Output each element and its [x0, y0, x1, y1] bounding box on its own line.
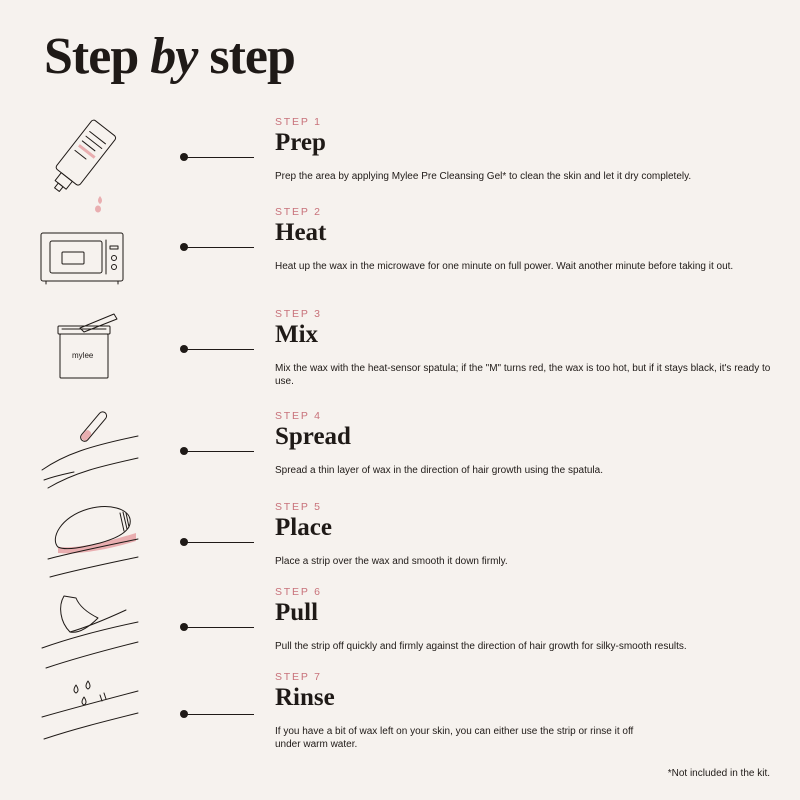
step-5-title: Place — [275, 514, 332, 541]
step-1-label: STEP 1 — [275, 116, 322, 128]
step-2-label: STEP 2 — [275, 206, 322, 218]
step-3-title: Mix — [275, 321, 319, 348]
pot-brand-text: mylee — [72, 351, 94, 360]
step-5-description: Place a strip over the wax and smooth it down firmly. — [275, 556, 508, 567]
pull-strip-icon — [40, 592, 140, 662]
step-1-connector — [180, 152, 254, 162]
step-1-title: Prep — [275, 129, 326, 156]
step-7-label: STEP 7 — [275, 671, 322, 683]
step-4-description: Spread a thin layer of wax in the direction of hair growth using the spatula. — [275, 465, 603, 476]
step-4-title: Spread — [275, 423, 351, 450]
step-7-title: Rinse — [275, 684, 335, 711]
microwave-icon — [40, 232, 140, 302]
step-5-label: STEP 5 — [275, 501, 322, 513]
wax-pot-spatula-icon — [40, 312, 140, 382]
step-6-label: STEP 6 — [275, 586, 322, 598]
step-3-connector — [180, 344, 254, 354]
step-6-description: Pull the strip off quickly and firmly against the direction of hair growth for silky-smooth results. — [275, 641, 687, 652]
rinse-water-icon — [40, 677, 140, 747]
step-2-description: Heat up the wax in the microwave for one minute on full power. Wait another minute before taking it out. — [275, 261, 734, 272]
step-4-connector — [180, 446, 254, 456]
step-3-label: STEP 3 — [275, 308, 322, 320]
place-strip-icon — [40, 503, 140, 573]
step-6-connector — [180, 622, 254, 632]
step-2-connector — [180, 242, 254, 252]
step-2-title: Heat — [275, 219, 327, 246]
spread-wax-icon — [40, 414, 140, 484]
step-7-description: If you have a bit of wax left on your skin, you can either use the strip or rinse it off under warm water. — [275, 726, 634, 750]
step-5-connector — [180, 537, 254, 547]
cleansing-gel-bottle-icon — [40, 122, 140, 192]
step-3-description: Mix the wax with the heat-sensor spatula; if the "M" turns red, the wax is too hot, but if it stays black, it's ready to use. — [275, 363, 771, 387]
step-7-connector — [180, 709, 254, 719]
step-6-title: Pull — [275, 599, 319, 626]
page-title: Step by step — [44, 28, 295, 85]
step-4-label: STEP 4 — [275, 410, 322, 422]
footnote: *Not included in the kit. — [667, 768, 770, 779]
step-1-description: Prep the area by applying Mylee Pre Cleansing Gel* to clean the skin and let it dry completely. — [275, 171, 692, 182]
